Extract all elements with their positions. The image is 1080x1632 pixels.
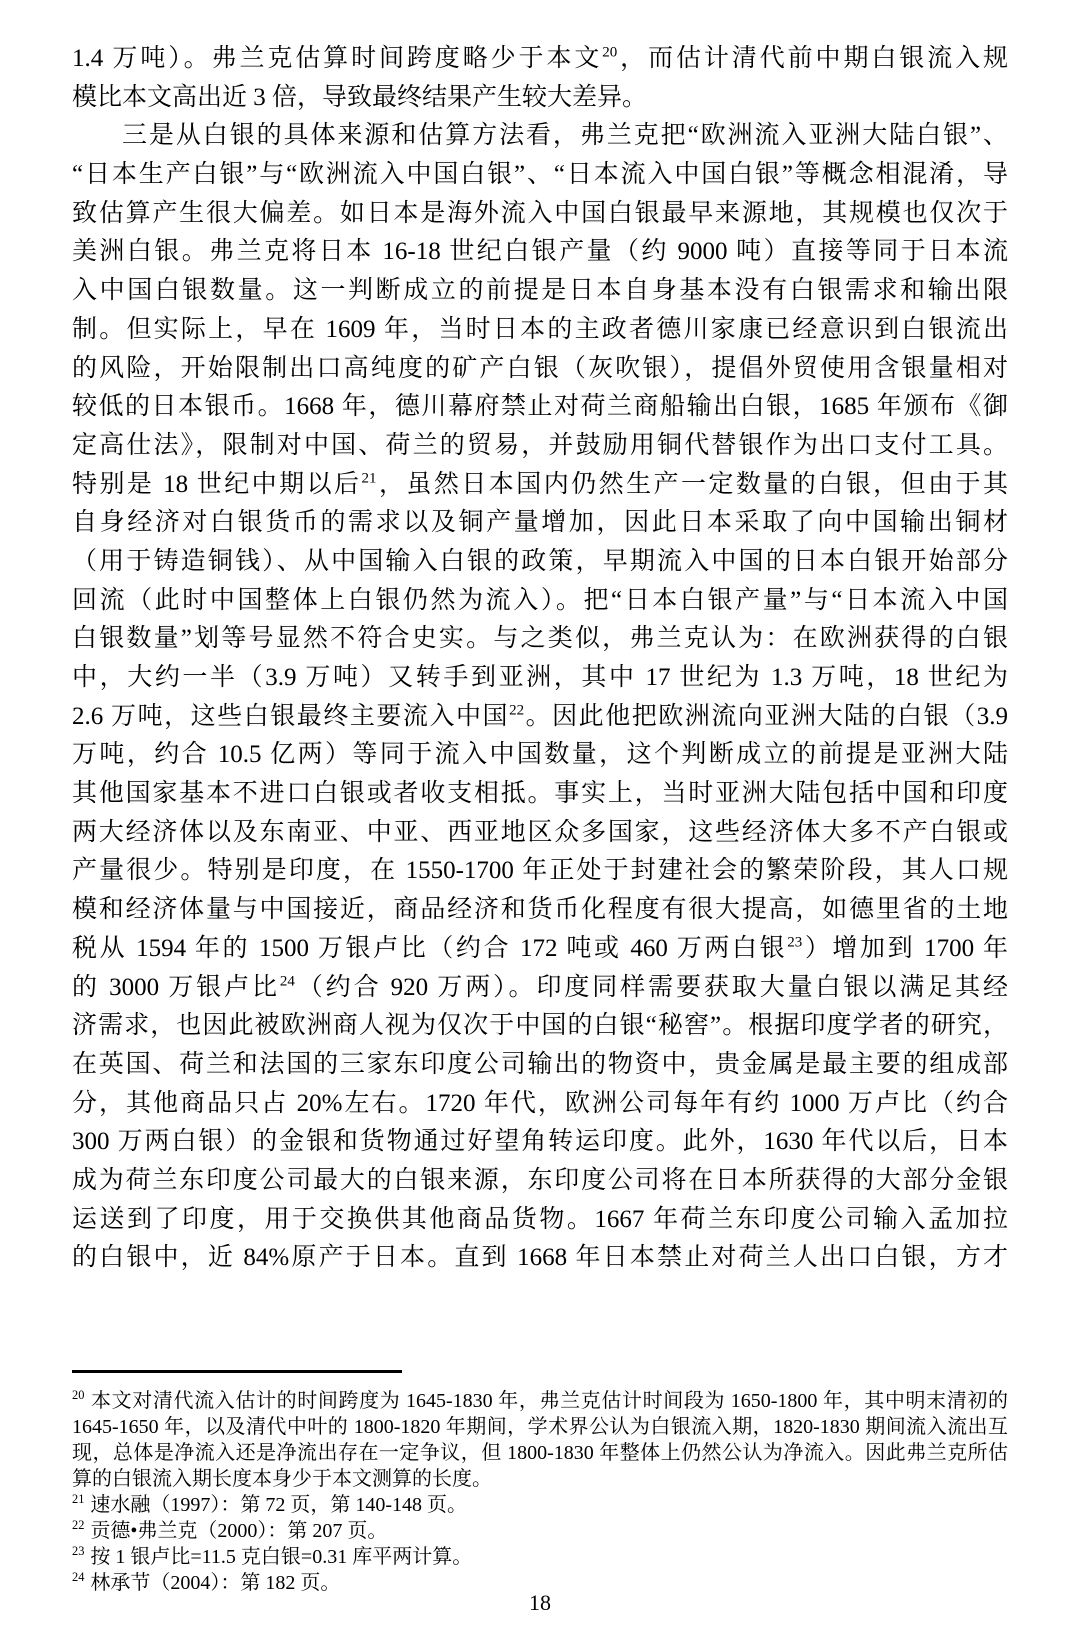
footnote-number: 23 (72, 1544, 85, 1559)
footnote-ref: 22 (509, 702, 525, 719)
footnote-line: 算的白银流入期长度本身少于本文测算的长度。 (72, 1468, 492, 1490)
body-line: 较低的日本银币。1668 年，德川幕府禁止对荷兰商船输出白银，1685 年颁布《御 (72, 393, 1008, 421)
body-line: 两大经济体以及东南亚、中亚、西亚地区众多国家，这些经济体大多不产白银或 (72, 818, 1008, 846)
footnote-line: $^{23}$ 按 1 银卢比=11.5 克白银=0.31 库平两计算。 (72, 1544, 473, 1568)
footnote (72, 1518, 1008, 1544)
body-line: 万吨，约合 10.5 亿两）等同于流入中国数量，这个判断成立的前提是亚洲大陆 (72, 741, 1008, 769)
body-line: 中，大约一半（3.9 万吨）又转手到亚洲，其中 17 世纪为 1.3 万吨，18 世纪为 (72, 664, 1008, 691)
footnote-ref: 24 (279, 973, 295, 990)
footnote-line: $^{21}$ 速水融（1997）：第 72 页，第 140-148 页。 (72, 1492, 468, 1516)
body-line: 2.6 万吨，这些白银最终主要流入中国$^{22}$。因此他把欧洲流向亚洲大陆的白银（3.9 (72, 702, 1008, 730)
body-line: 自身经济对白银货币的需求以及铜产量增加，因此日本采取了向中国输出铜材 (72, 509, 1008, 537)
footnote-number: 21 (72, 1492, 85, 1507)
body-line: 的白银中，近 84%原产于日本。直到 1668 年日本禁止对荷兰人出口白银，方才 (72, 1244, 1008, 1272)
body-line: 特别是 18 世纪中期以后$^{21}$，虽然日本国内仍然生产一定数量的白银，但由于其 (72, 470, 1008, 498)
body-line: 其他国家基本不进口白银或者收支相抵。事实上，当时亚洲大陆包括中国和印度 (72, 780, 1008, 808)
body-line: 300 万两白银）的金银和货物通过好望角转运印度。此外，1630 年代以后，日本 (72, 1128, 1008, 1156)
body-line: 税从 1594 年的 1500 万银卢比（约合 172 吨或 460 万两白银$^{23}$）增加到 1700 年 (72, 934, 1008, 962)
footnote-ref: 21 (361, 470, 377, 487)
footnote-line: $^{22}$ 贡德•弗兰克（2000）：第 207 页。 (72, 1518, 388, 1542)
body-line: 模比本文高出近 3 倍，导致最终结果产生较大差异。 (72, 83, 648, 111)
body-line: 1.4 万吨）。弗兰克估算时间跨度略少于本文$^{20}$，而估计清代前中期白银流入规 (72, 44, 1008, 72)
footnote-number: 20 (72, 1388, 85, 1403)
body-line: 入中国白银数量。这一判断成立的前提是日本自身基本没有白银需求和输出限 (72, 277, 1008, 305)
body-text (72, 40, 1008, 1278)
page-number: 18 (529, 1590, 551, 1615)
body-line: 产量很少。特别是印度，在 1550-1700 年正处于封建社会的繁荣阶段，其人口规 (72, 857, 1008, 885)
body-line: 在英国、荷兰和法国的三家东印度公司输出的物资中，贵金属是最主要的组成部 (72, 1050, 1008, 1078)
footnote-line: 1645-1650 年，以及清代中叶的 1800-1820 年期间，学术界公认为白银流入期，1820-1830 期间流入流出互 (72, 1416, 1008, 1438)
footnote-line: $^{24}$ 林承节（2004）：第 182 页。 (72, 1570, 341, 1594)
body-line: 定高仕法》，限制对中国、荷兰的贸易，并鼓励用铜代替银作为出口支付工具。 (72, 431, 1008, 459)
body-line: 美洲白银。弗兰克将日本 16-18 世纪白银产量（约 9000 吨）直接等同于日本流 (72, 238, 1008, 266)
body-line: 的风险，开始限制出口高纯度的矿产白银（灰吹银），提倡外贸使用含银量相对 (72, 354, 1008, 382)
footnote-ref: 23 (787, 934, 803, 951)
body-line: 运送到了印度，用于交换供其他商品货物。1667 年荷兰东印度公司输入孟加拉 (72, 1205, 1008, 1233)
body-line: （用于铸造铜钱）、从中国输入白银的政策，早期流入中国的日本白银开始部分 (72, 547, 1008, 575)
footnote-line: 现，总体是净流入还是净流出存在一定争议，但 1800-1830 年整体上仍然公认为净流入。因此弗兰克所估 (72, 1442, 1008, 1464)
footnote (72, 1492, 1008, 1518)
footnotes (72, 1388, 1008, 1596)
footnote-line: $^{20}$ 本文对清代流入估计的时间跨度为 1645-1830 年，弗兰克估计时间段为 1650-1800 年，其中明末清初的 (72, 1388, 1008, 1412)
body-line: 模和经济体量与中国接近，商品经济和货币化程度有很大提高，如德里省的土地 (72, 896, 1008, 924)
body-line: “日本生产白银”与“欧洲流入中国白银”、“日本流入中国白银”等概念相混淆，导 (72, 161, 1008, 189)
footnote (72, 1544, 1008, 1570)
body-line: 制。但实际上，早在 1609 年，当时日本的主政者德川家康已经意识到白银流出 (72, 315, 1008, 343)
footnote-number: 22 (72, 1518, 85, 1533)
body-line: 的 3000 万银卢比$^{24}$（约合 920 万两）。印度同样需要获取大量白银以满足其经 (72, 973, 1008, 1001)
body-line: 回流（此时中国整体上白银仍然为流入）。把“日本白银产量”与“日本流入中国 (72, 586, 1008, 614)
footnote-ref: 20 (602, 44, 618, 61)
footnote-number: 24 (72, 1570, 85, 1585)
body-line: 成为荷兰东印度公司最大的白银来源，东印度公司将在日本所获得的大部分金银 (72, 1166, 1008, 1194)
body-line: 济需求，也因此被欧洲商人视为仅次于中国的白银“秘窖”。根据印度学者的研究， (72, 1012, 1008, 1040)
body-line: 三是从白银的具体来源和估算方法看，弗兰克把“欧洲流入亚洲大陆白银”、 (122, 122, 1008, 150)
body-line: 白银数量”划等号显然不符合史实。与之类似，弗兰克认为：在欧洲获得的白银 (72, 625, 1008, 653)
footnote-separator (72, 1370, 402, 1373)
body-line: 分，其他商品只占 20%左右。1720 年代，欧洲公司每年有约 1000 万卢比（约合 (72, 1089, 1008, 1117)
footnote (72, 1388, 1008, 1492)
body-line: 致估算产生很大偏差。如日本是海外流入中国白银最早来源地，其规模也仅次于 (72, 199, 1008, 227)
